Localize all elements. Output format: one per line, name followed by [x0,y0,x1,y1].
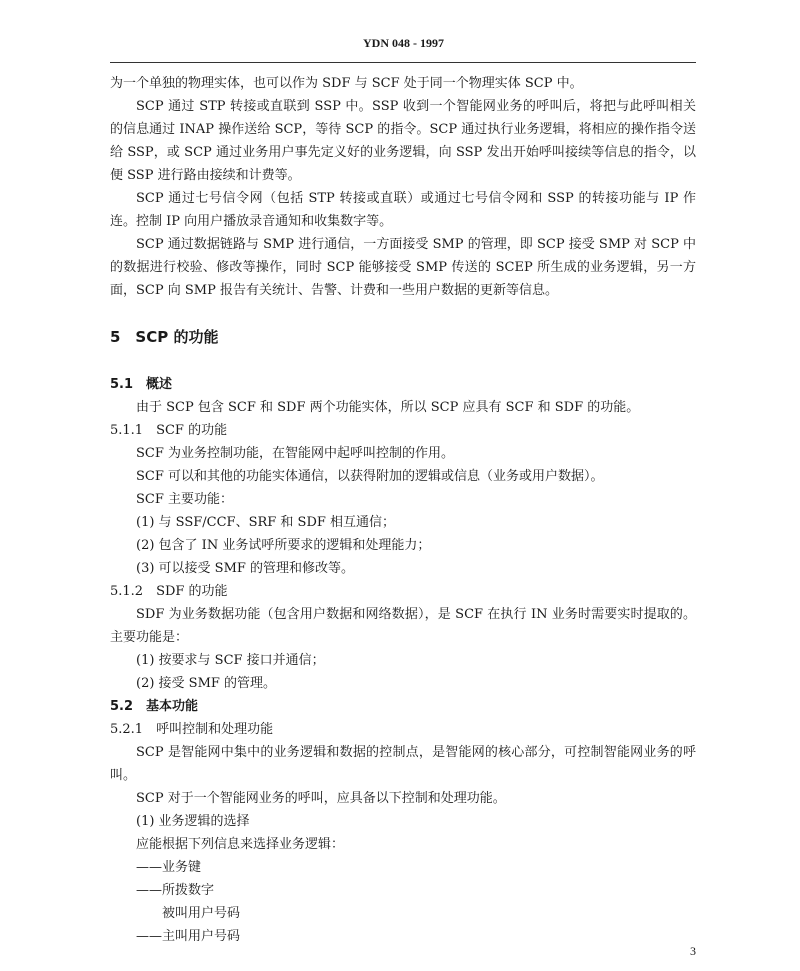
subsection-heading: 5.2.1 呼叫控制和处理功能 [110,722,274,737]
subsection-heading: 5.2 基本功能 [110,699,199,714]
list-item: (3) 可以接受 SMF 的管理和修改等。 [136,561,355,576]
paragraph: SCP 通过 STP 转接或直联到 SSP 中。SSP 收到一个智能网业务的呼叫后，将把与此呼叫相关的信息通过 INAP 操作送给 SCP，等待 SCP 的指令。SCP 通过执行业务逻辑，将相应的操作指令送给 SSP，或 SCP 通过业务用户事先定义好的业务逻辑，向 SSP 发出开始呼叫接续等信息的指令，以便 SSP 进行路由接续和计费等。 [110,99,696,183]
header-divider [110,62,696,63]
subsection-heading: 5.1.1 SCF 的功能 [110,423,228,438]
paragraph: SCF 可以和其他的功能实体通信，以获得附加的逻辑或信息（业务或用户数据）。 [136,469,604,484]
paragraph: SCP 通过数据链路与 SMP 进行通信，一方面接受 SMP 的管理，即 SCP 接受 SMP 对 SCP 中的数据进行校验、修改等操作，同时 SCP 能够接受 SMP 传送的 SCEP 所生成的业务逻辑，另一方面，SCP 向 SMP 报告有关统计、告警、计费和一些用户数据的更新等信息。 [110,237,696,298]
page-body [110,72,696,948]
section-heading: 5 SCP 的功能 [110,328,219,346]
list-item: (1) 按要求与 SCF 接口并通信； [136,653,325,668]
paragraph: 由于 SCP 包含 SCF 和 SDF 两个功能实体，所以 SCP 应具有 SCF 和 SDF 的功能。 [136,400,640,415]
list-item: ——所拨数字 [136,883,215,898]
paragraph: SCP 通过七号信令网（包括 STP 转接或直联）或通过七号信令网和 SSP 的转接功能与 IP 作连。控制 IP 向用户播放录音通知和收集数字等。 [110,191,696,229]
paragraph: SCP 是智能网中集中的业务逻辑和数据的控制点，是智能网的核心部分，可控制智能网业务的呼叫。 [110,745,696,783]
paragraph: 应能根据下列信息来选择业务逻辑： [136,837,345,852]
list-item: (2) 接受 SMF 的管理。 [136,676,277,691]
list-item: 被叫用户号码 [162,906,241,921]
list-item: (1) 业务逻辑的选择 [136,814,250,829]
list-item: ——业务键 [136,860,202,875]
subsection-heading: 5.1 概述 [110,377,173,392]
paragraph: SCF 为业务控制功能，在智能网中起呼叫控制的作用。 [136,446,455,461]
paragraph: 为一个单独的物理实体，也可以作为 SDF 与 SCF 处于同一个物理实体 SCP 中。 [110,76,583,91]
list-item: (1) 与 SSF/CCF、SRF 和 SDF 相互通信； [136,515,396,530]
list-item: (2) 包含了 IN 业务试呼所要求的逻辑和处理能力； [136,538,431,553]
page-number: 3 [690,944,696,958]
list-item: ——主叫用户号码 [136,929,241,944]
paragraph: SCP 对于一个智能网业务的呼叫，应具备以下控制和处理功能。 [136,791,506,806]
paragraph: SDF 为业务数据功能（包含用户数据和网络数据），是 SCF 在执行 IN 业务时需要实时提取的。主要功能是： [110,607,696,645]
standard-code: YDN 048 - 1997 [363,36,444,50]
paragraph: SCF 主要功能： [136,492,234,507]
subsection-heading: 5.1.2 SDF 的功能 [110,584,228,599]
